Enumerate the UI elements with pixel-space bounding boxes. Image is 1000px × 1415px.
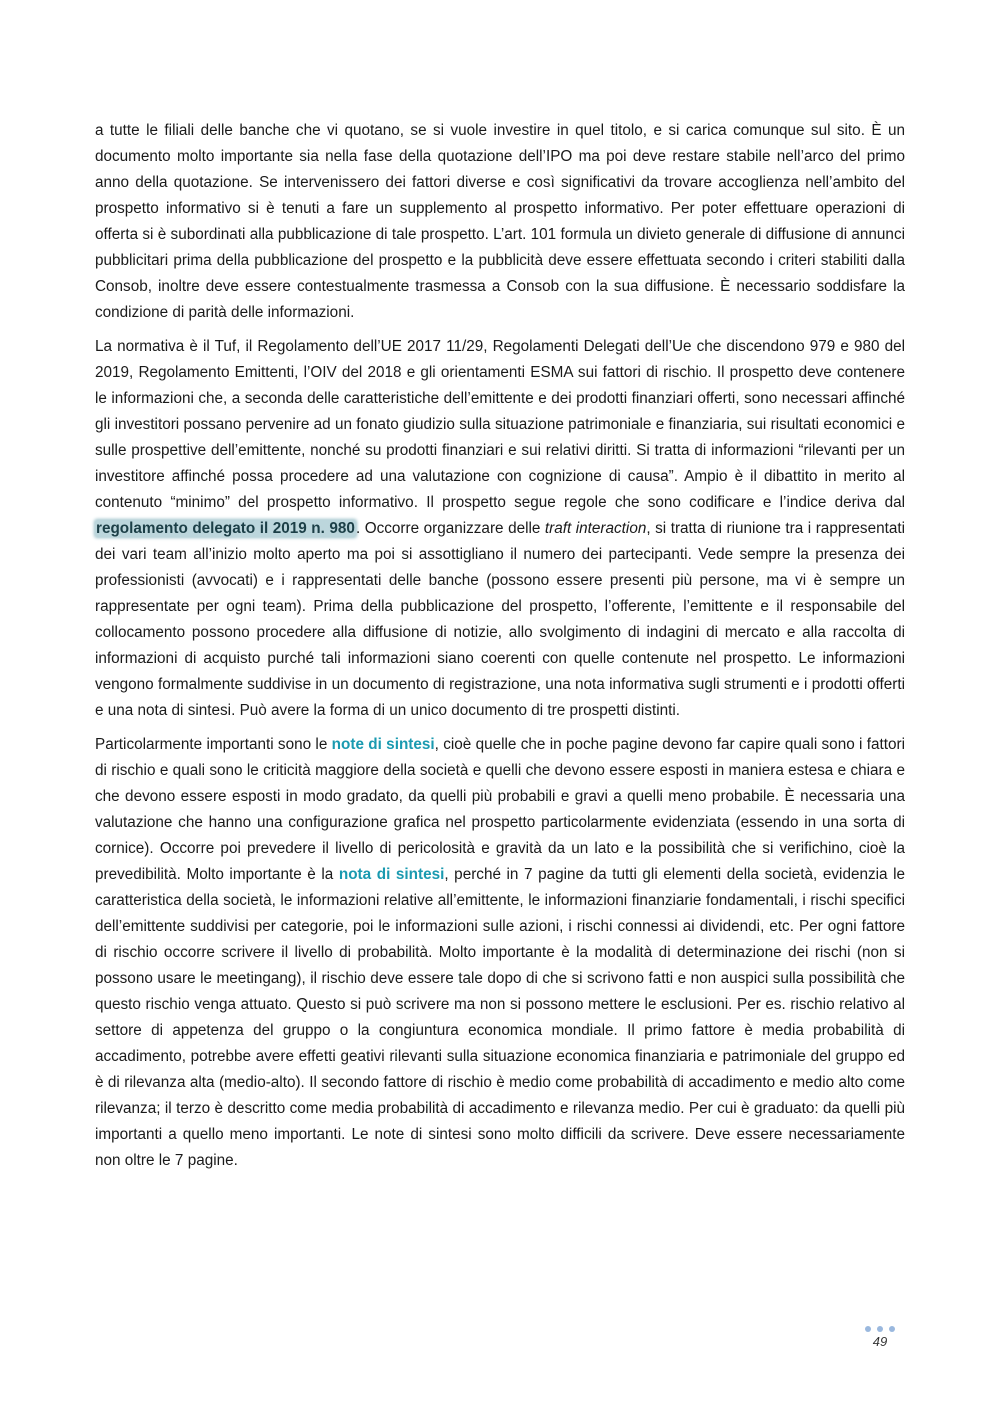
paragraph-3 [95,732,905,1174]
paragraph-3-text-b: , cioè quelle che in poche pagine devono far capire quali sono i fattori di rischio e quali sono le criticità maggiore della società e quelli che devono essere esposti in maniera estesa e chiara e che devono essere esposti in modo gradato, da quelli più probabili e gravi a quelli meno probabile. È necessaria una valutazione che hanno una configurazione grafica nel prospetto particolarmente evidenziata (essendo in una sorta di cornice). Occorre poi prevedere il livello di pericolosità e gravità da un lato e la possibilità che si verifichino, cioè la prevedibilità. Molto importante è la [95,736,906,883]
highlighted-regulation: regolamento delegato il 2019 n. 980 [96,520,355,537]
italic-term: traft interaction [544,520,647,537]
decorative-dots-icon [860,1325,900,1333]
page-number: 49 [872,1334,888,1349]
paragraph-2 [95,334,905,724]
dot-icon [865,1326,871,1332]
document-body [95,118,905,1182]
dot-icon [889,1326,895,1332]
paragraph-1-text: a tutte le filiali delle banche che vi quotano, se si vuole investire in quel titolo, e si carica comunque sul sito. È un documento molto importante sia nella fase della quotazione dell’IPO ma poi deve restare stabile nell’arco del primo anno della quotazione. Se intervenissero dei fattori diverse e così significativi da trovare accoglienza nell’ambito del prospetto informativo si è tenuti a fare un supplemento al prospetto informativo. Per poter effettuare operazioni di offerta si è subordinati alla pubblicazione di tale prospetto. L’art. 101 formula un divieto generale di diffusione di annunci pubblicitari prima della pubblicazione del prospetto e la pubblicità deve essere effettuata secondo i criteri stabiliti dalla Consob, inoltre deve essere contestualmente trasmessa a Consob con la sua diffusione. È necessario soddisfare la condizione di parità delle informazioni. [95,122,905,321]
dot-icon [877,1326,883,1332]
paragraph-2-text-a: La normativa è il Tuf, il Regolamento dell’UE 2017 11/29, Regolamenti Delegati dell’Ue che discendono 979 e 980 del 2019, Regolamento Emittenti, l’OIV del 2018 e gli orientamenti ESMA sui fattori di rischio. Il prospetto deve contenere le informazioni che, a seconda delle caratteristiche dell’emittente e dei prodotti finanziari offerti, sono necessari affinché gli investitori possano pervenire ad un fonato giudizio sulla situazione patrimoniale e finanziaria, sui risultati economici e sulle prospettive dell’emittente, nonché su prodotti finanziari e sui relativi diritti. Si tratta di informazioni “rilevanti per un investitore affinché possa procedere ad una valutazione con cognizione di causa”. Ampio è il dibattito in merito al contenuto “minimo” del prospetto informativo. Il prospetto segue regole che sono codificare e l’indice deriva dal [95,338,905,511]
accent-term-note-di-sintesi: note di sintesi [331,736,435,753]
paragraph-2-text-c: , si tratta di riunione tra i rappresentati dei vari team all’inizio molto aperto ma poi si assottigliano il numero dei partecipanti. Vede sempre la presenza dei professionisti (avvocati) e i rappresentati delle banche (possono essere presenti più persone, ma vi è sempre un rappresentate per ogni team). Prima della pubblicazione del prospetto, l’offerente, l’emittente e il responsabile del collocamento possono procedere alla diffusione di notizie, allo svolgimento di indagini di mercato e alla raccolta di informazioni di acquisto purché tali informazioni siano coerenti con quelle contenute nel prospetto. Le informazioni vengono formalmente suddivise in un documento di registrazione, una nota informativa sugli strumenti e i prodotti offerti e una nota di sintesi. Può avere la forma di un unico documento di tre prospetti distinti. [95,520,906,719]
page-footer [860,1325,900,1349]
paragraph-3-text-a: Particolarmente importanti sono le [95,736,332,753]
accent-term-nota-di-sintesi: nota di sintesi [338,866,445,883]
paragraph-3-text-c: , perché in 7 pagine da tutti gli elementi della società, evidenzia le caratteristica della società, le informazioni relative all’emittente, le informazioni finanziarie fondamentali, i rischi specifici dell’emittente suddivisi per categorie, poi le informazioni sulle azioni, i rischi connessi ai dividendi, etc. Per ogni fattore di rischio occorre scrivere il livello di probabilità. Molto importante è la modalità di determinazione dei rischi (non si possono usare le meetingang), il rischio deve essere tale dopo di che si scrivono fatti e non auspici sulla possibilità che questo rischio venga attuato. Questo si può scrivere ma non si possono mettere le esclusioni. Per es. rischio relativo al settore di appetenza del gruppo o la congiuntura economica mondiale. Il primo fattore è media probabilità di accadimento, potrebbe avere effetti geativi rilevanti sulla situazione economica finanziaria e patrimoniale del gruppo ed è di rilevanza alta (medio-alto). Il secondo fattore di rischio è medio come probabilità di accadimento e medio alto come rilevanza; il terzo è descritto come media probabilità di accadimento e rilevanza medio. Per cui è graduato: da quelli più importanti a quello meno importanti. Le note di sintesi sono molto difficili da scrivere. Deve essere necessariamente non oltre le 7 pagine. [95,866,905,1169]
paragraph-2-text-b: . Occorre organizzare delle [355,520,545,537]
paragraph-1 [95,118,905,326]
